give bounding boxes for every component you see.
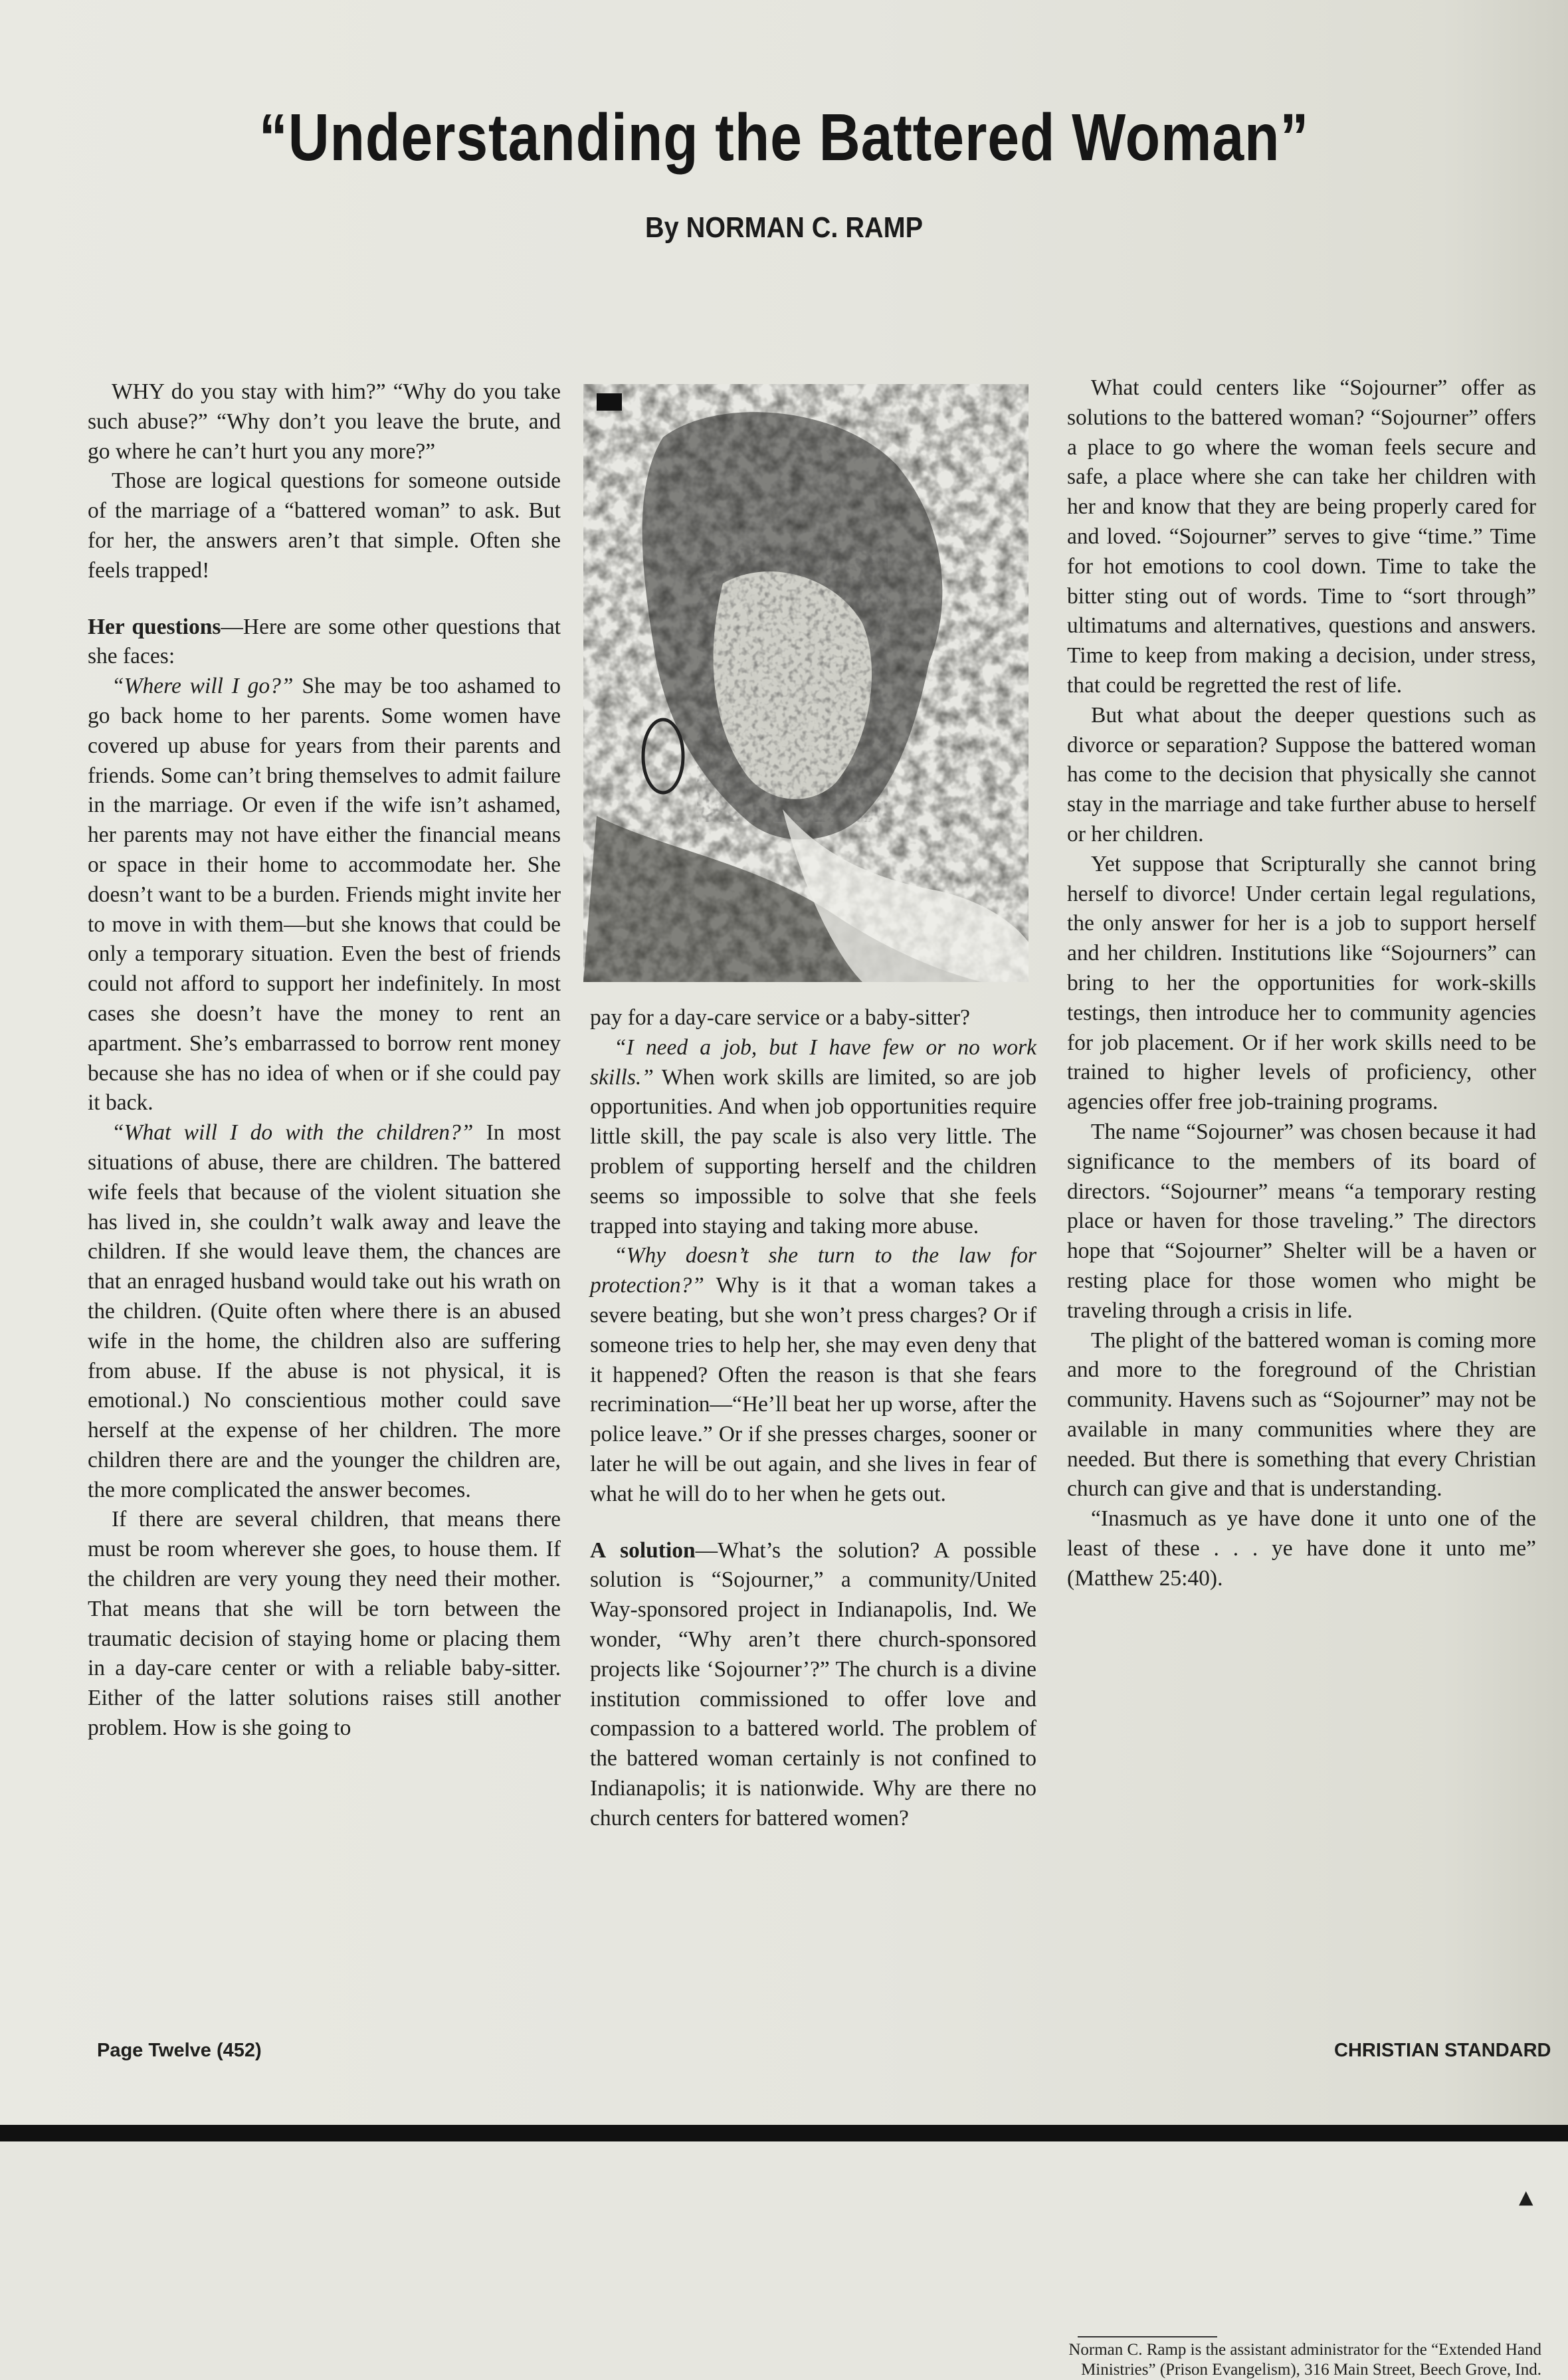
page-edge: [0, 2125, 1568, 2141]
paragraph: The name “Sojourner” was chosen because it had significance to the members of its board of directors. “Sojourner” means “a temporary resting place or haven for those traveling.” The directors hope that “Sojourner” Shelter will be a haven or resting place for those women who might be traveling through a crisis in life.: [1067, 1119, 1536, 1323]
paragraph: Those are logical questions for someone outside of the marriage of a “battered woman” to ask. But for her, the answers aren’t that simple. Often she feels trapped!: [88, 468, 561, 583]
paragraph-text: —What’s the solution? A possible solution is “Sojourner,” a community/United Way-sponsored project in Indianapolis, Ind. We wonder, “Why aren’t there church-sponsored projects like ‘Sojourner’?” The church is a divine institution commissioned to offer love and compassion to a battered world. The problem of the battered woman certainly is not confined to Indianapolis; it is nationwide. Why are there no church centers for battered women?: [590, 1537, 1036, 1831]
paragraph: pay for a day-care service or a baby-sitter?: [590, 1005, 970, 1030]
woman-portrait-image: [583, 384, 1029, 982]
question-quote: “Where will I go?”: [112, 674, 294, 699]
question-quote: “Why doesn’t she turn to the law for protection?”: [590, 1243, 1036, 1298]
paragraph: The plight of the battered woman is coming more and more to the foreground of the Christian community. Havens such as “Sojourner” may not be available in many communities where they are needed. But there is something that every Christian church can give and that is understanding.: [1067, 1328, 1536, 1502]
question-quote: “What will I do with the children?”: [112, 1120, 474, 1145]
paragraph-text: In most situations of abuse, there are children. The battered wife feels that because of the violent situation she has lived in, she couldn’t walk away and leave the children. If she would leave them, the chances are that an enraged husband would take out his wrath on the children. (Quite often where there is an abused wife in the home, the children also are suffering from abuse. If the abuse is not physical, it is emotional.) No conscientious mother could save herself at the expense of her children. The more children there are and the younger the children are, the more complicated the answer becomes.: [88, 1120, 561, 1502]
paragraph: [88, 672, 561, 1118]
column-3: [1067, 373, 1536, 1594]
paragraph: “Inasmuch as ye have done it unto one of the least of these . . . ye have done it unto me” (Matthew 25:40).: [1067, 1506, 1536, 1591]
paragraph: [590, 1033, 1036, 1242]
paragraph-text: —Here are some other questions that she faces:: [88, 614, 561, 669]
paragraph: WHY do you stay with him?” “Why do you take such abuse?” “Why don’t you leave the brute, and go where he can’t hurt you any more?”: [88, 379, 561, 464]
paragraph: [590, 1241, 1036, 1509]
paragraph: But what about the deeper questions such as divorce or separation? Suppose the battered woman has come to the decision that physically she cannot stay in the marriage and take further abuse to herself or her children.: [1067, 702, 1536, 846]
column-1: [88, 377, 561, 1743]
section-questions: [88, 613, 561, 672]
publication-name: CHRISTIAN STANDARD: [1334, 2040, 1551, 2061]
footnote-divider: [1078, 2336, 1217, 2337]
section-heading: Her questions: [88, 614, 221, 639]
paragraph: [88, 1118, 561, 1505]
paragraph: What could centers like “Sojourner” offer as solutions to the battered woman? “Sojourner” offers a place to go where the woman feels secure and safe, a place where she can take her children with her and know that they are being properly cared for and loved. “Sojourner” serves to give “time.” Time for hot emotions to cool down. Time to take the bitter sting out of words. Time to “sort through” ultimatums and alternatives, questions and answers. Time to keep from making a decision, under stress, that could be regretted the rest of life.: [1067, 375, 1536, 698]
paragraph-text: When work skills are limited, so are job opportunities. And when job opportunities require little skill, the pay scale is also very little. The problem of supporting herself and the children seems so impossible to solve that she feels trapped into staying and taking more abuse.: [590, 1064, 1036, 1239]
section-solution: [590, 1536, 1036, 1834]
paragraph-text: She may be too ashamed to go back home to her parents. Some women have covered up abuse for years from their parents and friends. Some can’t bring themselves to admit failure in the marriage. Or even if the wife isn’t ashamed, her parents may not have either the financial means or space in their home to accommodate her. She doesn’t want to be a burden. Friends might invite her to move in with them—but she knows that could be only a temporary situation. Even the best of friends could not afford to support her indefinitely. In most cases she doesn’t have the money to rent an apartment. She’s embarrassed to borrow rent money because she has no idea of when or if she could pay it back.: [88, 674, 561, 1116]
page-number: Page Twelve (452): [97, 2040, 262, 2061]
article-title: “Understanding the Battered Woman”: [258, 100, 1310, 175]
article-byline: By NORMAN C. RAMP: [644, 211, 923, 244]
author-bio: Norman C. Ramp is the assistant administrator for the “Extended Hand Ministries” (Prison Evangelism), 316 Main Street, Beech Grove, Ind.: [1068, 2341, 1541, 2379]
portrait-photo: [583, 384, 1029, 982]
question-quote: “I need a job, but I have few or no work skills.”: [590, 1035, 1036, 1090]
column-2: [590, 1003, 1036, 1834]
paragraph: Yet suppose that Scripturally she cannot bring herself to divorce! Under certain legal regulations, the only answer for her is a job to support herself and her children. Institutions like “Sojourners” can bring to her the opportunities for work-skills testings, then introduce her to community agencies for job placement. Or if her work skills need to be trained to higher levels of proficiency, other agencies offer free job-training programs.: [1067, 851, 1536, 1115]
end-mark-icon: ▲: [1519, 2186, 1533, 2208]
paragraph: If there are several children, that means there must be room wherever she goes, to house them. If the children are very young they need their mother. That means that she will be torn between the traumatic decision of staying home or placing them in a day-care center or with a reliable baby-sitter. Either of the latter solutions raises still another problem. How is she going to: [88, 1507, 561, 1741]
paragraph-text: Why is it that a woman takes a severe beating, but she won’t press charges? Or if someone tries to help her, she may even deny that it happened? Often the reason is that she fears recrimination—“He’ll beat her up worse, after the police leave.” Or if she presses charges, sooner or later he will be out again, and she lives in fear of what he will do to her when he gets out.: [590, 1273, 1036, 1506]
section-heading: A solution: [590, 1537, 696, 1563]
